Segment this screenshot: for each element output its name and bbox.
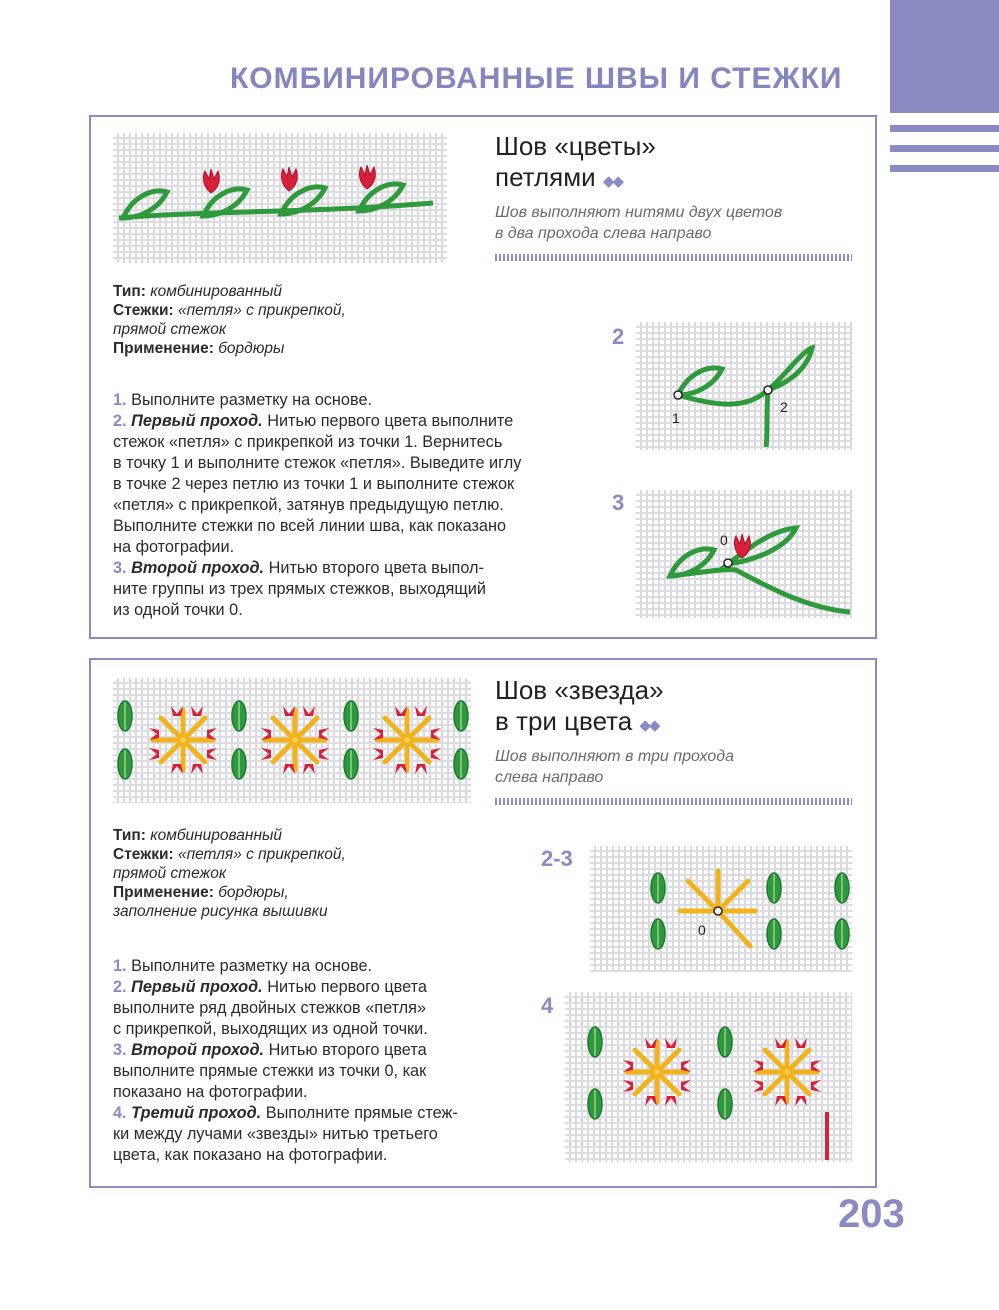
point-label: 1	[672, 410, 680, 426]
dotted-rule	[495, 254, 852, 261]
figure-label: 2-3	[541, 846, 573, 871]
step-heading: Первый проход.	[131, 412, 263, 430]
photo-step-3	[636, 490, 852, 618]
step-number: 2.	[113, 412, 127, 430]
point-label: 2	[780, 399, 788, 415]
step-text: «петля» с прикрепкой, затянув предыдущую петлю.	[113, 496, 504, 514]
section1-title	[495, 131, 656, 197]
step-text: Нитью второго цвета выпол-	[268, 559, 484, 577]
point-label: 0	[720, 532, 728, 548]
section1-steps	[113, 390, 521, 621]
step-number: 3.	[113, 1041, 127, 1059]
step-number: 3.	[113, 559, 127, 577]
section2-subtitle-line1: Шов выполняют в три прохода	[495, 748, 734, 765]
stitches-value: «петля» с прикрепкой,	[177, 302, 346, 319]
type-label: Тип:	[113, 827, 146, 844]
step-heading: Третий проход.	[131, 1104, 262, 1122]
step-number: 2.	[113, 978, 127, 996]
step-text: из одной точки 0.	[113, 601, 243, 619]
step-text: Выполните разметку на основе.	[131, 957, 373, 975]
type-value: комбинированный	[150, 283, 282, 300]
page-header: КОМБИНИРОВАННЫЕ ШВЫ И СТЕЖКИ	[230, 62, 843, 95]
photo-step-2	[636, 322, 852, 450]
step-text: Нитью первого цвета	[267, 978, 427, 996]
section2-meta	[113, 826, 346, 921]
difficulty-icon: ◆◆	[602, 173, 622, 190]
section1-title-line1: Шов «цветы»	[495, 131, 656, 161]
step-heading: Второй проход.	[131, 1041, 265, 1059]
step-text: в точке 2 через петлю из точки 1 и выполните стежок	[113, 475, 515, 493]
stitches-value: «петля» с прикрепкой,	[177, 846, 346, 863]
decor-stripe	[890, 165, 999, 172]
section2-subtitle-line2: слева направо	[495, 769, 604, 786]
figure-label: 2	[612, 324, 625, 349]
point-label: 0	[698, 922, 706, 938]
stitches-value: прямой стежок	[113, 321, 227, 338]
step-text: стежок «петля» с прикрепкой из точки 1. Вернитесь	[113, 433, 503, 451]
step-heading: Первый проход.	[131, 978, 263, 996]
step-text: в точку 1 и выполните стежок «петля». Выведите иглу	[113, 454, 522, 472]
application-label: Применение:	[113, 340, 214, 357]
type-value: комбинированный	[150, 827, 282, 844]
section2-title-line2: в три цвета	[495, 706, 633, 736]
step-heading: Второй проход.	[131, 559, 265, 577]
step-text: показано на фотографии.	[113, 1083, 308, 1101]
page-number: 203	[838, 1192, 905, 1236]
application-label: Применение:	[113, 884, 214, 901]
figure-label: 3	[612, 490, 625, 515]
section2-steps	[113, 956, 458, 1166]
corner-tab	[890, 0, 999, 113]
step-text: выполните прямые стежки из точки 0, как	[113, 1062, 427, 1080]
type-label: Тип:	[113, 283, 146, 300]
section1-title-line2: петлями	[495, 162, 596, 192]
decor-stripe	[890, 125, 999, 132]
photo-flowers-stitch	[113, 133, 447, 263]
section1-subtitle-line2: в два прохода слева направо	[495, 225, 712, 242]
stitches-value: прямой стежок	[113, 865, 227, 882]
stitches-label: Стежки:	[113, 846, 174, 863]
figure-label: 4	[541, 993, 554, 1018]
step-text: на фотографии.	[113, 538, 235, 556]
section2-subtitle	[495, 746, 734, 788]
photo-star-stitch	[113, 678, 471, 803]
step-text: с прикрепкой, выходящих из одной точки.	[113, 1020, 428, 1038]
step-text: ки между лучами «звезды» нитью третьего	[113, 1125, 438, 1143]
section1-meta	[113, 282, 346, 358]
section1-subtitle-line1: Шов выполняют нитями двух цветов	[495, 204, 783, 221]
stitches-label: Стежки:	[113, 302, 174, 319]
step-text: цвета, как показано на фотографии.	[113, 1146, 388, 1164]
step-text: Выполните прямые стеж-	[265, 1104, 458, 1122]
application-value: бордюры,	[218, 884, 289, 901]
step-number: 4.	[113, 1104, 127, 1122]
step-text: Нитью второго цвета	[268, 1041, 427, 1059]
photo-step-4	[565, 992, 852, 1162]
step-number: 1.	[113, 957, 127, 975]
step-text: Выполните стежки по всей линии шва, как показано	[113, 517, 507, 535]
step-number: 1.	[113, 391, 127, 409]
step-text: Нитью первого цвета выполните	[267, 412, 514, 430]
step-text: ните группы из трех прямых стежков, выходящий	[113, 580, 486, 598]
difficulty-icon: ◆◆	[639, 717, 659, 734]
section2-title-line1: Шов «звезда»	[495, 675, 664, 705]
application-value: бордюры	[218, 340, 285, 357]
step-text: Выполните разметку на основе.	[131, 391, 373, 409]
application-value: заполнение рисунка вышивки	[113, 903, 328, 920]
section2-title	[495, 675, 664, 741]
dotted-rule	[495, 798, 852, 805]
photo-step-2-3	[590, 846, 852, 972]
section1-subtitle	[495, 202, 782, 244]
decor-stripe	[890, 145, 999, 152]
step-text: выполните ряд двойных стежков «петля»	[113, 999, 427, 1017]
